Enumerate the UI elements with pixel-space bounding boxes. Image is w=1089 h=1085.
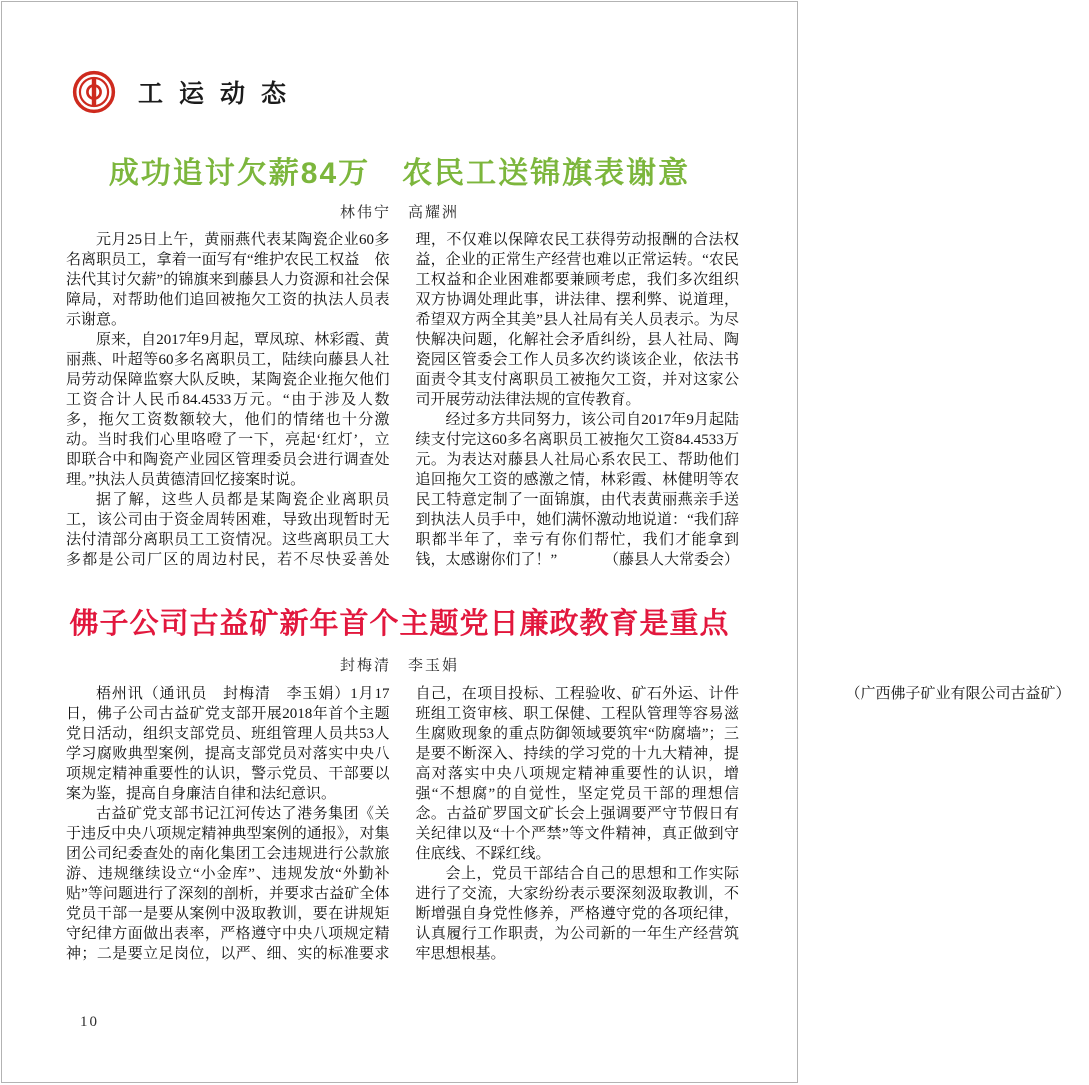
article2-title: 佛子公司古益矿新年首个主题党日廉政教育是重点 (69, 608, 730, 640)
paragraph (416, 410, 740, 570)
paragraph: 会上，党员干部结合自己的思想和工作实际进行了交流，大家纷纷表示要深刻汲取教训，不断增强自身党性修养，严格遵守党的各项纪律，认真履行工作职责，为公司新的一年生产经营筑牢思想根基。 (415, 866, 739, 962)
article2-attribution: （广西佛子矿业有限公司古益矿） (845, 686, 1071, 702)
article1-title: 成功追讨欠薪84万 农民工送锦旗表谢意 (108, 157, 691, 190)
paragraph: 原来，自2017年9月起，覃凤琼、林彩霞、黄丽燕、叶超等60多名离职员工，陆续向藤县人社局劳动保障监察大队反映，某陶瓷企业拖欠他们工资合计人民币84.4533万元。“由于涉及人数多，拖欠工资数额较大，他们的情绪也十分激动。当时我们心里咯噔了一下，亮起‘红灯’，立即联合中和陶瓷产业园区管理委员会进行调查处理。”执法人员黄德清回忆接案时说。 (66, 332, 390, 488)
page-number: 10 (80, 1014, 99, 1030)
article1-authors: 林伟宁 高耀洲 (339, 204, 459, 221)
paragraph: 元月25日上午，黄丽燕代表某陶瓷企业60多名离职员工，拿着一面写有“维护农民工权益 依法代其讨欠薪”的锦旗来到藤县人力资源和社会保障局，对帮助他们追回被拖欠工资的执法人员表示谢意。 (66, 232, 390, 328)
paragraph-text: 经过多方共同努力，该公司自2017年9月起陆续支付完这60多名离职员工被拖欠工资84.4533万元。为表达对藤县人社局心系农民工、帮助他们追回拖欠工资的感激之情，林彩霞、林健明等农民工特意定制了一面锦旗，由代表黄丽燕亲手送到执法人员手中，她们满怀激动地说道：“我们辞职都半年了，幸亏有你们帮忙，我们才能拿到钱，太感谢你们了！” (415, 412, 739, 568)
paragraph: 古益矿党支部书记江河传达了港务集团《关于违反中央八项规定精神典型案例的通报》，对集团公司纪委查处的南化集团工会违规进行公款旅游、违规继续设立“小金库”、违规发放“外勤补贴”等问题进行了深刻的剖析，并要求古益矿全体党员干部一是要从案例中汲取教训，要在讲规矩守纪律方面做出表率，严格遵守中央八项规定精神；二是要立足岗位，以严、细、实的标准要求自己，在项目投标、工程验收、矿石外运、计件班组工资审核、职工保健、工程队管理等容易滋生腐败现象的重点防御领域要筑牢“防腐墙”；三是要不断深入、持续的学习党的十九大精神，提高对落实中央八项规定精神重要性的认识，增强“不想腐”的自觉性，坚定党员干部的理想信念。古益矿罗国文矿长会上强调要严守节假日有关纪律以及“十个严禁”等文件精神，真正做到守住底线、不踩红线。 (66, 686, 739, 962)
paragraph: 梧州讯（通讯员 封梅清 李玉娟）1月17日，佛子公司古益矿党支部开展2018年首个主题党日活动，组织支部党员、班组管理人员共53人学习腐败典型案例，提高支部党员对落实中央八项规定精神重要性的认识，警示党员、干部要以案为鉴，提高自身廉洁自律和法纪意识。 (66, 686, 390, 802)
article2-body (66, 684, 1071, 966)
article1-attribution: （藤县人大常委会） (603, 552, 739, 568)
paragraph: 据了解，这些人员都是某陶瓷企业离职员工，该公司由于资金周转困难，导致出现暂时无法付清部分离职员工工资情况。这些离职员工大多都是公司厂区的周边村民，若不尽快妥善处理，不仅难以保障农民工获得劳动报酬的合法权益，企业的正常生产经营也难以正常运转。“农民工权益和企业困难都要兼顾考虑，我们多次组织双方协调处理此事，讲法律、摆利弊、说道理，希望双方两全其美”县人社局有关人员表示。为尽快解决问题，化解社会矛盾纠纷，县人社局、陶瓷园区管委会工作人员多次约谈该企业，依法书面责令其支付离职员工被拖欠工资，并对这家公司开展劳动法律法规的宣传教育。 (66, 232, 739, 568)
article2-authors: 封梅清 李玉娟 (339, 657, 459, 674)
magazine-page (1, 1, 1071, 1083)
masthead (72, 70, 302, 114)
masthead-title: 工运动态 (138, 79, 303, 108)
article1-body (66, 230, 739, 572)
trade-union-logo-icon (72, 70, 116, 114)
